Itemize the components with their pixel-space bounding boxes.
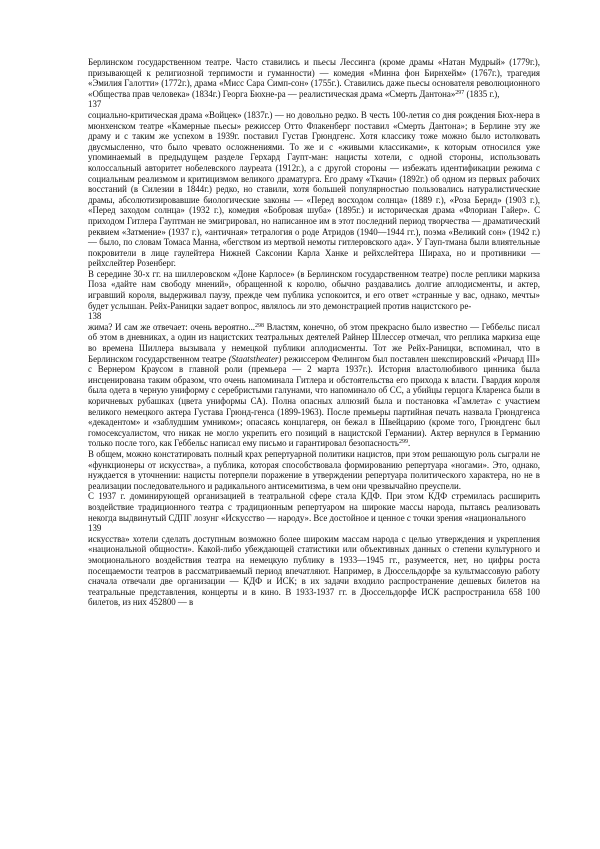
paragraph-lessing-buechner xyxy=(88,57,540,99)
footnote-ref-297[interactable]: 297 xyxy=(455,89,465,96)
page-number-139: 139 xyxy=(88,523,102,534)
page-number-137: 137 xyxy=(88,99,102,110)
text-segment: режиссером Фелингом был поставлен шекспировский «Ричард III» с Вернером Краусом в главной роли (премьера — 2 марта 1937г.). История властолюбивого цинника была инсценирована таким образом, что очень напоминала Гитлера и обстоятельства его прихода к власти. Гвардия короля была одета в черную униформу с серебристыми галунами, что напоминало об СС, а убийцы герцога Кларенса были в коричневых рубашках (цвета униформы СА). Полна опасных аллюзий была и постановка «Гамлета» с участием великого немецкого актера Густава Грюнд-генса (1899-1963). После премьеры партийная печать назвала Грюндгенса «декадентом» и «заблудшим умником»; опасаясь концлагеря, он бежал в Швейцарию (кроме того, Грюндгенс был гомосексуалистом, что никак не могло укрепить его позиций в нацистской Германии). Актер вернулся в Германию только после того, как Геббельс написал ему письмо и гарантировал безопасность xyxy=(88,353,540,449)
text-segment: (1835 г.), xyxy=(464,88,500,99)
text-segment: Берлинском государственном театре. Часто ставились и пьесы Лессинга (кроме драмы «Натан Мудрый» (1779г.), призывающей к религиозной терпимости и гуманности) — комедия «Минна фон Бирнхейм» (1767г.), трагедия «Эмилия Галотти» (1772г.), драма «Мисс Сара Симп-сон» (1755г.). Ставились даже пьесы основателя революционного «Общества прав человека» (1834г.) Георга Бюхне-ра — реалистическая драма «Смерть Дантона» xyxy=(88,57,540,99)
paragraph-hauptmann: социально-критическая драма «Войцек» (1837г.) — но довольно редко. В честь 100-летия со дня рождения Бюх-нера в мюнхенском театре «Камерные пьесы» режиссер Отто Флакенберг поставил «Смерть Дантона»; в Берлине эту же драму и с таким же успехом в 1939г. поставил Густав Грюндгенс. Хотя классику тоже можно было истолковать двусмысленно, что было чревато осложнениями. То же и с «живыми классиками», к которым относился уже упоминаемый в предыдущем разделе Герхард Гаупт-ман: нацисты хотели, с одной стороны, использовать колоссальный авторитет нобелевского лауреата (1912г.), а с другой стороны — избежать идентификации режима с социальным реализмом и критицизмом великого драматурга. Его драму «Ткачи» (1892г.) об одном из первых рабочих восстаний (в Силезии в 1844г.) редко, но ставили, хотя большей популярностью пользовались натуралистические драмы, абсолютизировавшие биологические законы — «Перед восходом солнца» (1889 г.), «Роза Бернд» (1903 г.), «Перед заходом солнца» (1932 г.), комедия «Бобровая шуба» (1895г.) и историческая драма «Флориан Гайер». С приходом Гитлера Гауптман не эмигрировал, но написанное им в этот последний период творчества — драматический реквием «Затмение» (1937 г.), «античная» тетралогия о роде Атридов (1940—1944 гг.), поэма «Великий сон» (1942 г.) — было, по словам Томаса Манна, «бегством из мертвой немоты гитлеровского ада». У Гауп-тмана были влиятельные покровители в лице гаулейтера Нижней Саксонии Карла Ханке и рейхслейтера Шираха, но и противники — рейхслейтер Розенберг. xyxy=(88,109,540,269)
document-page xyxy=(88,57,540,608)
footnote-ref-299[interactable]: 299 xyxy=(398,439,408,446)
footnote-ref-298[interactable]: 298 xyxy=(255,322,265,329)
paragraph-kdf: С 1937 г. доминирующей организацией в театральной сфере стала КДФ. При этом КДФ стремилась расширить воздействие традиционного театра с традиционным репертуаром на широкие массы народа, пытаясь реализовать некогда выдвинутый СДПГ лозунг «Искусство — народу». Все достойное и ценное с точки зрения «национального xyxy=(88,491,540,523)
text-segment: . xyxy=(407,438,411,449)
paragraph-don-carlos: В середине 30-х гг. на шиллеровском «Доне Карлосе» (в Берлинском государственном театре) после реплики маркиза Поза «дайте нам свободу мнений», обращенной к королю, обычно раздавались долгие аплодисменты, и актер, игравший короля, выдерживал паузу, прежде чем публика успокоится, и его ответ «странные у вас, однако, мечты» будет услышан. Рейх-Раницки задает вопрос, являлось ли это демонстрацией против нацистского ре- xyxy=(88,268,540,311)
paragraph-statistics: искусства» хотели сделать доступным возможно более широким массам народа с целью утверждения и укрепления «национальной общности». Какой-либо убеждающей статистики или объективных данных о степени культурного и эмоционального воздействия театра на немецкую публику в 1933—1945 гг., разумеется, нет, но цифры роста посещаемости театров в рассматриваемый период впечатляют. Например, в Дюссельдорфе за культмассовую работу сначала отвечали две организации — КДФ и ИСК; в их задачи входило распространение дешевых билетов на театральные представления, концерты и в кино. В 1933-1937 гг. в Дюссельдорфе ИСК распространила 658 100 билетов, из них 452800 — в xyxy=(88,533,540,608)
text-segment: Властям, конечно, об этом прекрасно было известно — Геббельс писал об этом в дневниках, а один из нацистских театральных деятелей Райнер Шлессер отмечал, что реплика маркиза еще во времена Шиллера вызывала у немецкой публики аплодисменты. Тот же Рейх-Раницки, вспоминал, что в Берлинском государственном театре xyxy=(88,321,540,364)
italic-term: (Staatstheater) xyxy=(228,353,282,364)
paragraph-richard-hamlet xyxy=(88,322,540,449)
paragraph-repertoire-failure: В общем, можно констатировать полный крах репертуарной политики нацистов, при этом решающую роль сыграли не «функционеры от искусства», а публика, которая способствовала формированию репертуара «ногами». Это, однако, нуждается в уточнении: нацисты потерпели поражение в утверждении репертуара политического характера, но не в реализации последовательного и радикального антисемитизма, в чем они чрезвычайно преуспели. xyxy=(88,448,540,491)
page-number-138: 138 xyxy=(88,311,102,322)
text-segment: жима? И сам же отвечает: очень вероятно... xyxy=(88,321,256,332)
